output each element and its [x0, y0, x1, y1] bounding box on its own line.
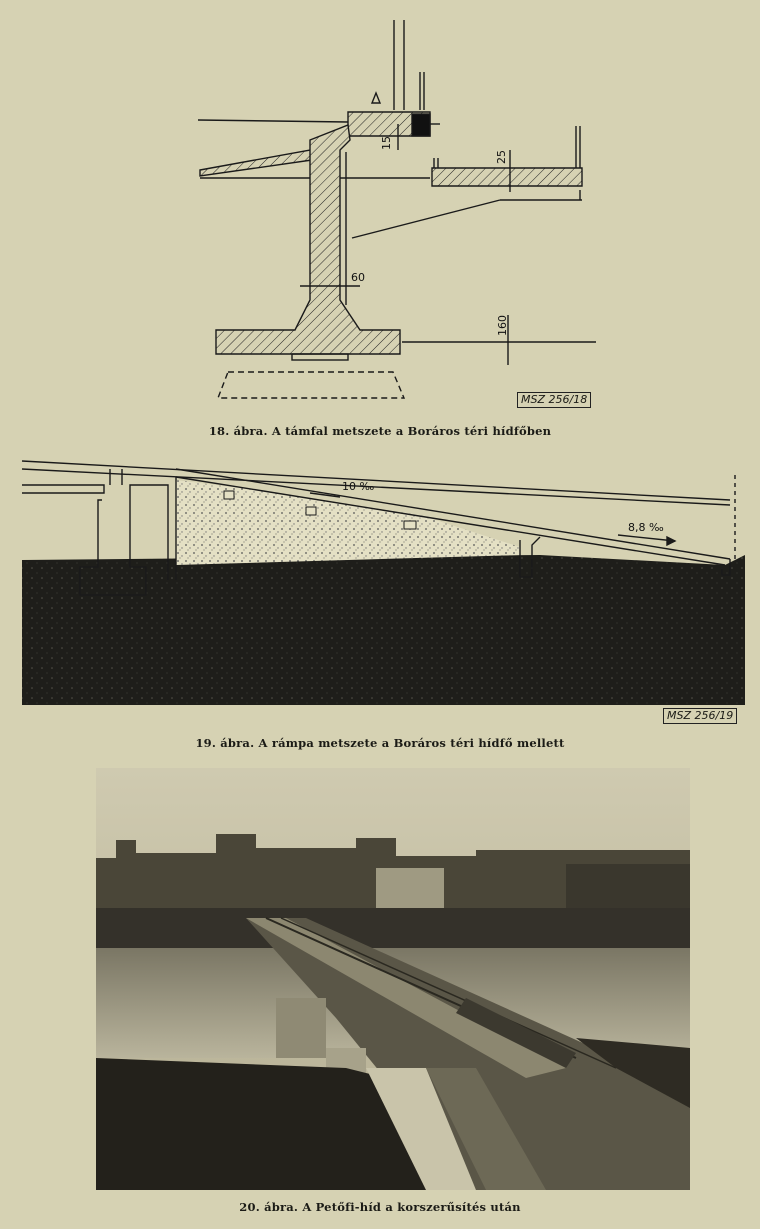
figure-20-caption: 20. ábra. A Petőfi-híd a korszerűsítés után [239, 1200, 521, 1214]
petofi-bridge-photo [96, 768, 690, 1190]
retaining-wall-section-drawing [0, 0, 760, 415]
standard-stamp-fig19: MSZ 256/19 [663, 708, 737, 724]
standard-stamp-fig18: MSZ 256/18 [517, 392, 591, 408]
dim-60-label: 60 [351, 271, 365, 284]
dim-160-label: 160 [496, 315, 509, 336]
figure-19-caption: 19. ábra. A rámpa metszete a Boráros téri hídfő mellett [195, 736, 565, 750]
lower-grade-label: 8,8 ‰ [628, 521, 664, 534]
figure-18-caption: 18. ábra. A támfal metszete a Boráros téri hídfőben [208, 424, 552, 438]
ramp-section-drawing [0, 455, 760, 710]
dim-15-label: 15 [380, 136, 393, 150]
upper-grade-label: 10 ‰ [342, 480, 375, 493]
dim-25-label: 25 [495, 150, 508, 164]
